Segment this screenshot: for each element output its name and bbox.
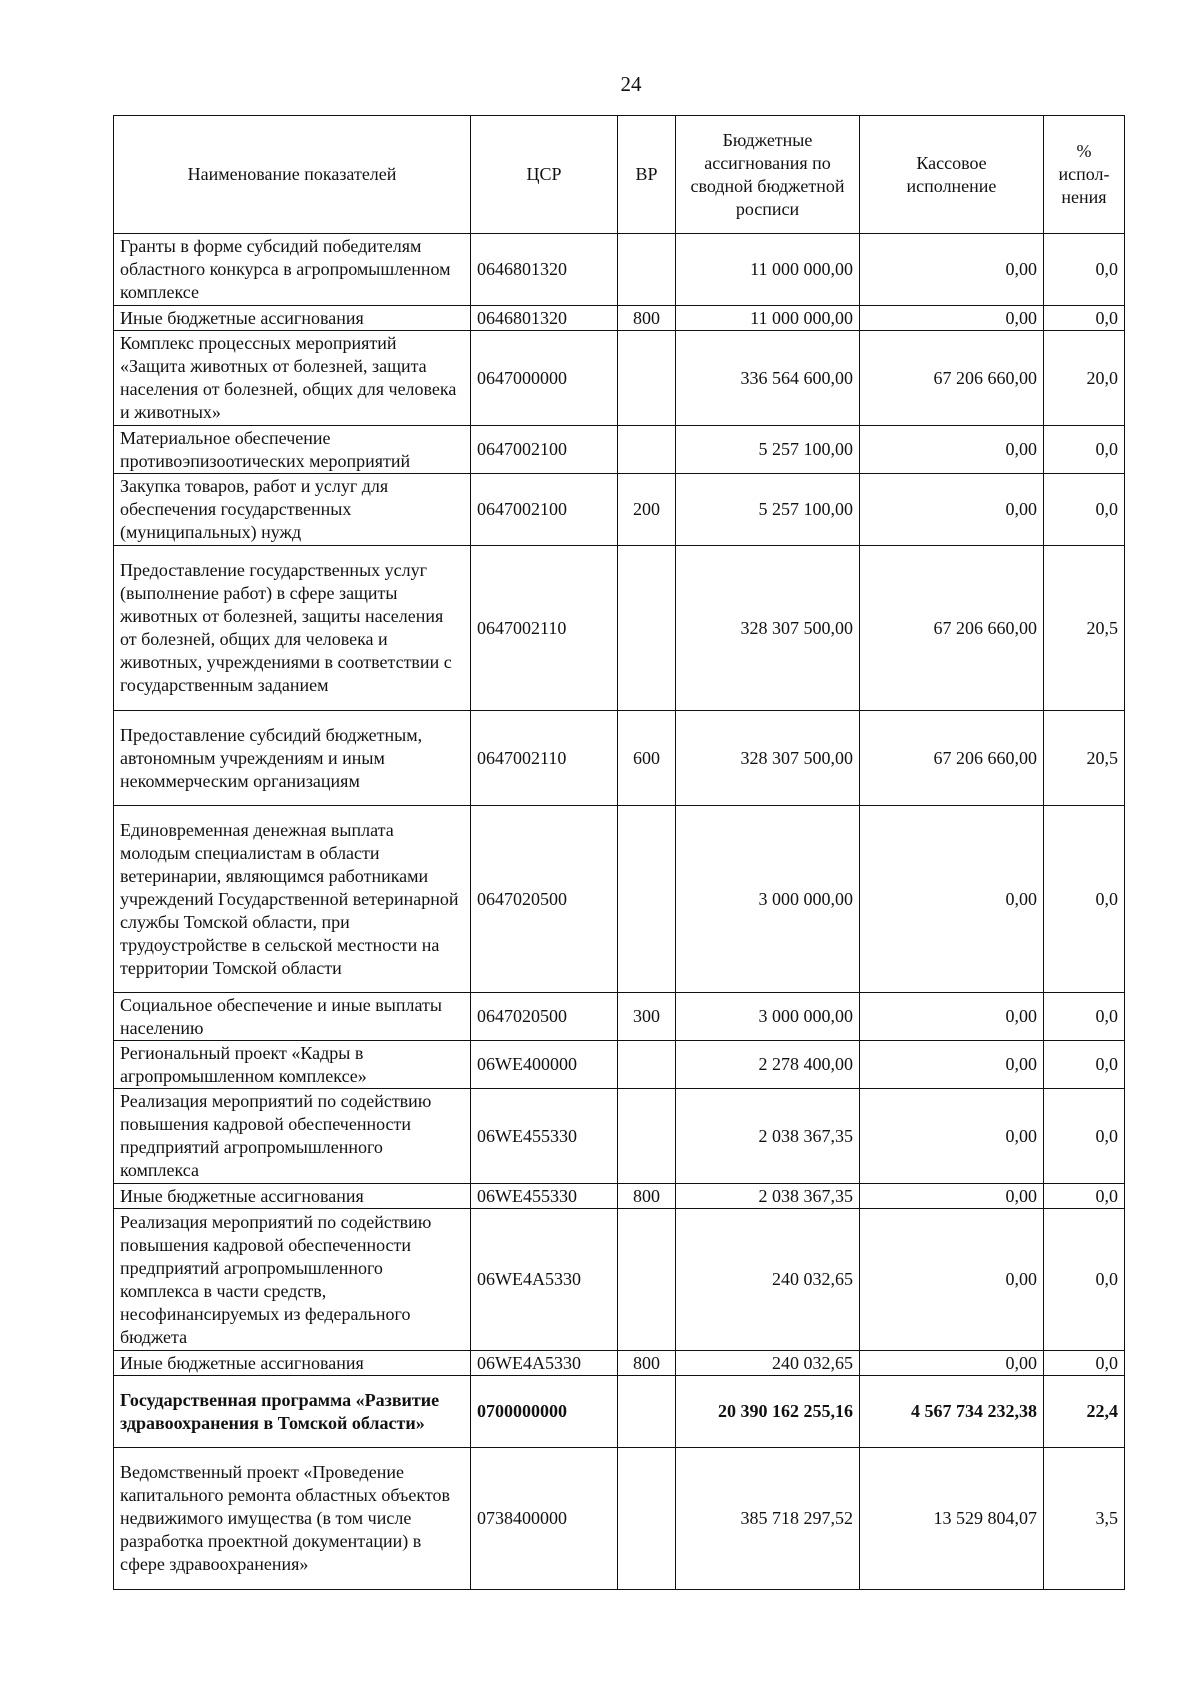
row-csr: 0647020500 bbox=[471, 806, 618, 993]
row-cash: 67 206 660,00 bbox=[860, 546, 1044, 711]
table-row bbox=[114, 1209, 1125, 1351]
row-pct: 22,4 bbox=[1044, 1376, 1125, 1448]
table-row bbox=[114, 426, 1125, 474]
row-name: Закупка товаров, работ и услуг для обеспечения государственных (муниципальных) нужд bbox=[114, 474, 471, 546]
row-budget: 5 257 100,00 bbox=[676, 474, 860, 546]
table-row bbox=[114, 1376, 1125, 1448]
page-number: 24 bbox=[620, 72, 642, 96]
row-name: Социальное обеспечение и иные выплаты населению bbox=[114, 993, 471, 1041]
row-vr bbox=[618, 1209, 676, 1351]
row-pct: 0,0 bbox=[1044, 474, 1125, 546]
row-csr: 0738400000 bbox=[471, 1448, 618, 1590]
row-name: Реализация мероприятий по содействию повышения кадровой обеспеченности предприятий агропромышленного комплекса bbox=[114, 1089, 471, 1184]
row-cash: 13 529 804,07 bbox=[860, 1448, 1044, 1590]
row-name: Иные бюджетные ассигнования bbox=[114, 1184, 471, 1209]
row-csr: 06WE400000 bbox=[471, 1041, 618, 1089]
header-vr: ВР bbox=[618, 116, 676, 234]
row-pct: 0,0 bbox=[1044, 806, 1125, 993]
row-cash: 0,00 bbox=[860, 1209, 1044, 1351]
row-budget: 11 000 000,00 bbox=[676, 306, 860, 331]
table-row bbox=[114, 331, 1125, 426]
row-cash: 0,00 bbox=[860, 474, 1044, 546]
header-cash: Кассовое исполнение bbox=[860, 116, 1044, 234]
row-pct: 0,0 bbox=[1044, 1209, 1125, 1351]
row-csr: 06WE455330 bbox=[471, 1184, 618, 1209]
row-cash: 0,00 bbox=[860, 234, 1044, 306]
row-csr: 0647020500 bbox=[471, 993, 618, 1041]
row-csr: 0647000000 bbox=[471, 331, 618, 426]
row-vr: 300 bbox=[618, 993, 676, 1041]
row-budget: 11 000 000,00 bbox=[676, 234, 860, 306]
row-pct: 0,0 bbox=[1044, 1089, 1125, 1184]
header-budget: Бюджетные ассигнования по сводной бюджетной росписи bbox=[676, 116, 860, 234]
row-pct: 20,0 bbox=[1044, 331, 1125, 426]
row-budget: 3 000 000,00 bbox=[676, 993, 860, 1041]
row-name: Предоставление государственных услуг (выполнение работ) в сфере защиты животных от болезней, защиты населения от болезней, общих для человека и животных, учреждениями в соответствии с государственным заданием bbox=[114, 546, 471, 711]
row-cash: 0,00 bbox=[860, 306, 1044, 331]
row-vr: 800 bbox=[618, 1184, 676, 1209]
row-pct: 0,0 bbox=[1044, 306, 1125, 331]
table-row bbox=[114, 1184, 1125, 1209]
row-name: Иные бюджетные ассигнования bbox=[114, 306, 471, 331]
row-vr bbox=[618, 426, 676, 474]
row-csr: 0647002100 bbox=[471, 426, 618, 474]
row-csr: 0647002110 bbox=[471, 546, 618, 711]
row-pct: 0,0 bbox=[1044, 1351, 1125, 1376]
row-csr: 0646801320 bbox=[471, 234, 618, 306]
budget-table bbox=[113, 115, 1125, 1590]
row-budget: 328 307 500,00 bbox=[676, 711, 860, 806]
row-name: Иные бюджетные ассигнования bbox=[114, 1351, 471, 1376]
row-pct: 0,0 bbox=[1044, 1041, 1125, 1089]
table-row bbox=[114, 711, 1125, 806]
row-cash: 67 206 660,00 bbox=[860, 331, 1044, 426]
row-vr: 600 bbox=[618, 711, 676, 806]
row-vr bbox=[618, 546, 676, 711]
row-vr: 200 bbox=[618, 474, 676, 546]
header-pct: % испол-нения bbox=[1044, 116, 1125, 234]
row-csr: 06WE4A5330 bbox=[471, 1209, 618, 1351]
row-budget: 20 390 162 255,16 bbox=[676, 1376, 860, 1448]
row-name: Материальное обеспечение противоэпизоотических мероприятий bbox=[114, 426, 471, 474]
row-pct: 0,0 bbox=[1044, 993, 1125, 1041]
row-budget: 3 000 000,00 bbox=[676, 806, 860, 993]
header-csr: ЦСР bbox=[471, 116, 618, 234]
row-cash: 0,00 bbox=[860, 806, 1044, 993]
row-csr: 0646801320 bbox=[471, 306, 618, 331]
row-pct: 0,0 bbox=[1044, 234, 1125, 306]
table-row bbox=[114, 993, 1125, 1041]
row-csr: 0647002110 bbox=[471, 711, 618, 806]
row-budget: 5 257 100,00 bbox=[676, 426, 860, 474]
row-vr bbox=[618, 1041, 676, 1089]
row-csr: 06WE4A5330 bbox=[471, 1351, 618, 1376]
table-row bbox=[114, 306, 1125, 331]
table-body bbox=[114, 234, 1125, 1590]
row-name: Региональный проект «Кадры в агропромышленном комплексе» bbox=[114, 1041, 471, 1089]
row-pct: 3,5 bbox=[1044, 1448, 1125, 1590]
row-name: Гранты в форме субсидий победителям областного конкурса в агропромышленном комплексе bbox=[114, 234, 471, 306]
row-name: Государственная программа «Развитие здравоохранения в Томской области» bbox=[114, 1376, 471, 1448]
row-budget: 385 718 297,52 bbox=[676, 1448, 860, 1590]
row-budget: 336 564 600,00 bbox=[676, 331, 860, 426]
table-row bbox=[114, 1448, 1125, 1590]
row-pct: 0,0 bbox=[1044, 426, 1125, 474]
table-row bbox=[114, 806, 1125, 993]
header-name: Наименование показателей bbox=[114, 116, 471, 234]
row-cash: 0,00 bbox=[860, 1041, 1044, 1089]
row-csr: 0647002100 bbox=[471, 474, 618, 546]
row-csr: 06WE455330 bbox=[471, 1089, 618, 1184]
row-vr: 800 bbox=[618, 1351, 676, 1376]
table-row bbox=[114, 474, 1125, 546]
table-row bbox=[114, 1351, 1125, 1376]
row-cash: 0,00 bbox=[860, 1089, 1044, 1184]
table-row bbox=[114, 1089, 1125, 1184]
table-row bbox=[114, 1041, 1125, 1089]
row-vr bbox=[618, 806, 676, 993]
row-budget: 240 032,65 bbox=[676, 1351, 860, 1376]
row-vr bbox=[618, 1376, 676, 1448]
row-cash: 0,00 bbox=[860, 1351, 1044, 1376]
row-vr bbox=[618, 1448, 676, 1590]
row-pct: 0,0 bbox=[1044, 1184, 1125, 1209]
row-vr bbox=[618, 331, 676, 426]
row-budget: 2 038 367,35 bbox=[676, 1089, 860, 1184]
row-vr bbox=[618, 234, 676, 306]
table-row bbox=[114, 234, 1125, 306]
row-cash: 0,00 bbox=[860, 1184, 1044, 1209]
row-budget: 328 307 500,00 bbox=[676, 546, 860, 711]
row-budget: 2 278 400,00 bbox=[676, 1041, 860, 1089]
table-header-row bbox=[114, 116, 1125, 234]
row-name: Реализация мероприятий по содействию повышения кадровой обеспеченности предприятий агропромышленного комплекса в части средств, несофинансируемых из федерального бюджета bbox=[114, 1209, 471, 1351]
row-cash: 0,00 bbox=[860, 993, 1044, 1041]
row-name: Комплекс процессных мероприятий «Защита животных от болезней, защита населения от болезней, общих для человека и животных» bbox=[114, 331, 471, 426]
row-budget: 240 032,65 bbox=[676, 1209, 860, 1351]
row-csr: 0700000000 bbox=[471, 1376, 618, 1448]
row-name: Предоставление субсидий бюджетным, автономным учреждениям и иным некоммерческим организациям bbox=[114, 711, 471, 806]
row-pct: 20,5 bbox=[1044, 546, 1125, 711]
row-pct: 20,5 bbox=[1044, 711, 1125, 806]
table-row bbox=[114, 546, 1125, 711]
row-name: Единовременная денежная выплата молодым специалистам в области ветеринарии, являющимся работниками учреждений Государственной ветеринарной службы Томской области, при трудоустройстве в сельской местности на территории Томской области bbox=[114, 806, 471, 993]
row-cash: 0,00 bbox=[860, 426, 1044, 474]
row-cash: 67 206 660,00 bbox=[860, 711, 1044, 806]
row-vr bbox=[618, 1089, 676, 1184]
row-name: Ведомственный проект «Проведение капитального ремонта областных объектов недвижимого имущества (в том числе разработка проектной документации) в сфере здравоохранения» bbox=[114, 1448, 471, 1590]
row-cash: 4 567 734 232,38 bbox=[860, 1376, 1044, 1448]
row-budget: 2 038 367,35 bbox=[676, 1184, 860, 1209]
row-vr: 800 bbox=[618, 306, 676, 331]
